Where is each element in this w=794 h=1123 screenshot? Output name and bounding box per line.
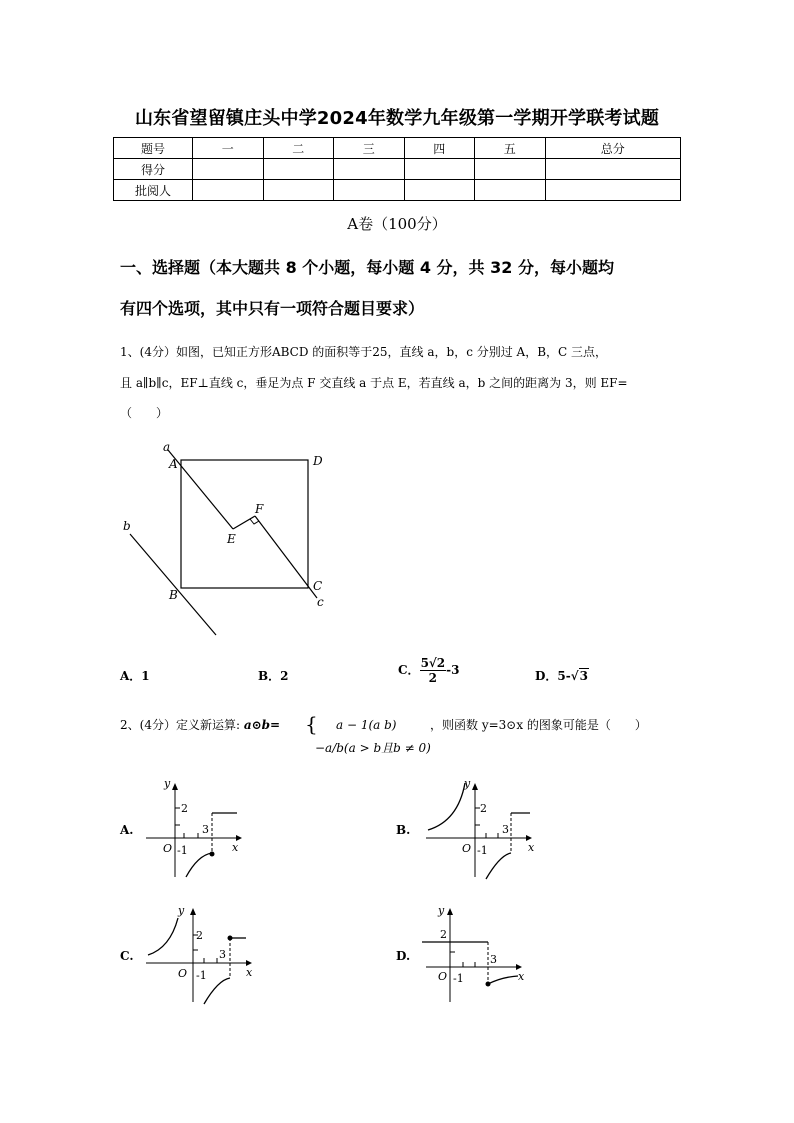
q1-option-c <box>398 656 460 685</box>
q2-line <box>120 716 280 733</box>
tick-label-3: 3 <box>502 823 509 836</box>
label-F: F <box>255 502 264 516</box>
q1-line1: 1、(4分）如图，已知正方形ABCD 的面积等于25，直线 a，b，c 分别过 A，B，C 三点， <box>120 345 608 359</box>
table-cell <box>334 159 405 180</box>
label-b: b <box>123 519 131 533</box>
table-cell: 三 <box>334 138 405 159</box>
volume-heading: A卷（100分） <box>347 215 447 233</box>
segment-ef <box>233 516 255 529</box>
x-label: x <box>246 966 253 979</box>
table-cell: 得分 <box>114 159 193 180</box>
table-cell <box>404 180 475 201</box>
origin-label: O <box>163 842 173 855</box>
label-B: B <box>169 588 178 602</box>
table-cell <box>475 180 546 201</box>
branch-upper <box>428 783 465 830</box>
table-row <box>114 180 681 201</box>
branch-right <box>488 976 518 984</box>
brace-icon: { <box>305 712 318 736</box>
x-label: x <box>528 841 535 854</box>
q1-line3: （ ） <box>120 406 169 420</box>
tick-label-3: 3 <box>490 953 497 966</box>
origin-label: O <box>462 842 472 855</box>
table-row <box>114 138 681 159</box>
x-label: x <box>518 970 525 983</box>
q1-option-b: B．2 <box>258 669 289 683</box>
branch-upper <box>148 918 178 955</box>
table-cell <box>334 180 405 201</box>
table-cell: 五 <box>475 138 546 159</box>
tick-label-neg1: -1 <box>177 844 188 857</box>
q2-option-a-label: A. <box>120 823 134 837</box>
table-cell: 二 <box>263 138 334 159</box>
y-label: y <box>164 777 171 790</box>
tick-label-3: 3 <box>202 823 209 836</box>
y-label: y <box>178 904 185 917</box>
label-E: E <box>227 532 236 546</box>
label-A: A <box>169 457 178 471</box>
endpoint-dot <box>210 852 215 857</box>
q1-option-a: A．1 <box>120 669 150 683</box>
q2-op: a⊙b= <box>243 718 281 732</box>
origin-label: O <box>178 967 188 980</box>
table-cell: 一 <box>193 138 264 159</box>
y-axis-arrow-icon <box>447 908 453 915</box>
q1-option-d-prefix: D．5- <box>535 669 571 683</box>
table-cell <box>475 159 546 180</box>
fraction-numerator: 5√2 <box>420 656 446 670</box>
table-cell <box>545 180 681 201</box>
branch-lower <box>204 978 230 1004</box>
q2-suffix: ，则函数 y=3⊙x 的图象可能是（ ） <box>430 718 647 732</box>
q2-case1: a − 1(a b) <box>336 718 397 732</box>
graph-d <box>420 900 550 1008</box>
page-title: 山东省望留镇庄头中学2024年数学九年级第一学期开学联考试题 <box>134 108 660 129</box>
table-cell <box>545 159 681 180</box>
score-table <box>113 137 681 201</box>
graph-b <box>420 775 550 883</box>
tick-label-2: 2 <box>480 802 487 815</box>
q1-option-c-suffix: -3 <box>446 663 460 677</box>
line-b <box>130 534 216 635</box>
q1-option-c-fraction <box>420 656 447 685</box>
y-axis-arrow-icon <box>172 783 178 790</box>
tick-label-neg1: -1 <box>196 969 207 982</box>
label-C: C <box>313 579 323 593</box>
table-cell <box>404 159 475 180</box>
branch-left <box>186 853 212 877</box>
table-cell <box>193 180 264 201</box>
tick-label-neg1: -1 <box>477 844 488 857</box>
x-label: x <box>232 841 239 854</box>
endpoint-dot <box>228 936 233 941</box>
q2-option-b-label: B. <box>396 823 411 837</box>
q2-case2: −a/b(a > b且b ≠ 0) <box>315 741 431 755</box>
q1-line2: 且 a∥b∥c，EF⊥直线 c，垂足为点 F 交直线 a 于点 E，若直线 a，b 之间的距离为 3，则 EF= <box>120 376 628 390</box>
tick-label-2: 2 <box>440 928 447 941</box>
table-cell <box>263 159 334 180</box>
y-label: y <box>464 777 471 790</box>
table-row <box>114 159 681 180</box>
q2-option-d-label: D. <box>396 949 411 963</box>
y-axis-arrow-icon <box>472 783 478 790</box>
table-cell: 总分 <box>545 138 681 159</box>
q2-option-c-label: C. <box>120 949 134 963</box>
q1-option-d: D．5-√3 <box>535 669 588 683</box>
table-cell: 题号 <box>114 138 193 159</box>
q1-option-d-root: 3 <box>579 669 588 683</box>
tick-label-2: 2 <box>181 802 188 815</box>
fraction-denominator: 2 <box>428 671 438 685</box>
tick-label-3: 3 <box>219 948 226 961</box>
label-D: D <box>313 454 323 468</box>
tick-label-2: 2 <box>196 929 203 942</box>
label-c: c <box>317 595 324 609</box>
table-cell: 四 <box>404 138 475 159</box>
q1-figure <box>110 432 340 642</box>
q2-prefix: 2、(4分）定义新运算: <box>120 718 244 732</box>
line-a <box>168 450 233 529</box>
y-label: y <box>438 904 445 917</box>
table-cell: 批阅人 <box>114 180 193 201</box>
q1-option-c-prefix: C． <box>398 663 420 677</box>
section-heading-line1: 一、选择题（本大题共 8 个小题，每小题 4 分，共 32 分，每小题均 <box>120 258 614 277</box>
tick-label-neg1: -1 <box>453 972 464 985</box>
table-cell <box>193 159 264 180</box>
graph-c <box>140 900 260 1008</box>
branch-lower <box>486 853 511 879</box>
label-a: a <box>163 440 171 454</box>
table-cell <box>263 180 334 201</box>
square-abcd <box>181 460 308 588</box>
origin-label: O <box>438 970 448 983</box>
section-heading-line2: 有四个选项，其中只有一项符合题目要求） <box>120 299 425 318</box>
y-axis-arrow-icon <box>190 908 196 915</box>
graph-a <box>140 775 260 883</box>
